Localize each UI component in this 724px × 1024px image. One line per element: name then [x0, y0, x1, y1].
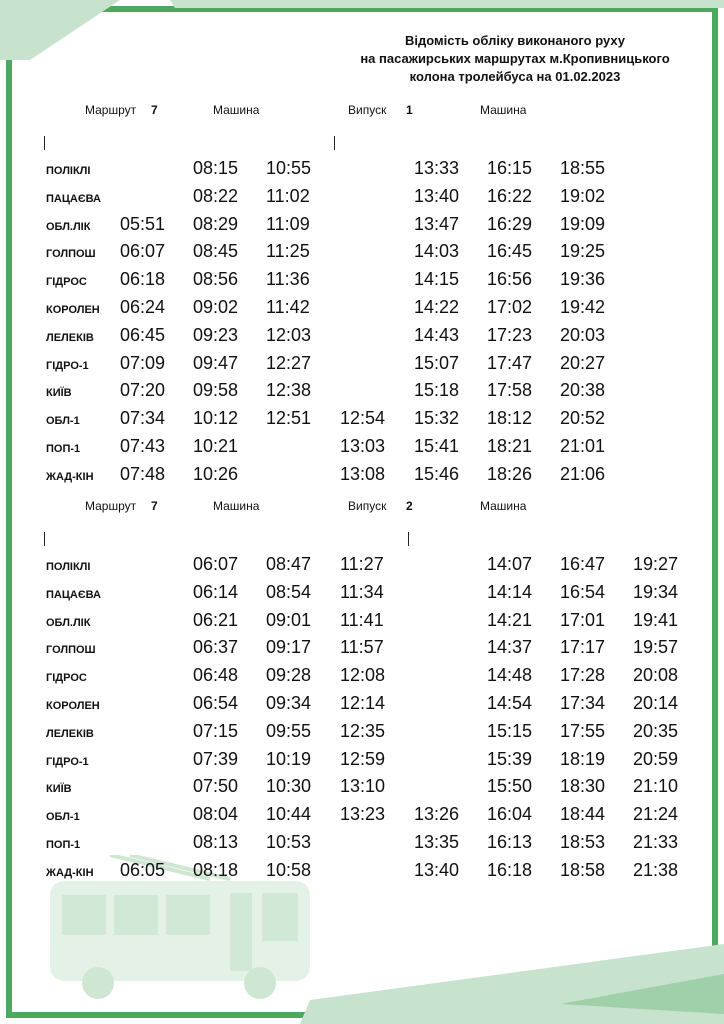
departure-time: 09:01 [266, 609, 312, 630]
departure-time: 16:18 [487, 859, 533, 880]
stop-name: КИЇВ [46, 387, 72, 400]
departure-time: 10:21 [193, 436, 239, 456]
departure-time: 20:14 [633, 693, 679, 713]
departure-time: 18:12 [487, 408, 533, 429]
departure-time: 16:13 [487, 832, 533, 852]
departure-time: 08:29 [193, 213, 239, 234]
departure-time: 16:56 [487, 269, 533, 290]
departure-time: 15:46 [414, 463, 460, 484]
departure-time: 16:47 [560, 554, 606, 574]
departure-time: 20:38 [560, 380, 606, 401]
departure-time: 16:15 [487, 158, 533, 178]
departure-time: 19:09 [560, 213, 606, 234]
departure-time: 16:29 [487, 213, 533, 234]
departure-time: 07:39 [193, 748, 239, 769]
departure-time: 12:03 [266, 324, 312, 345]
stop-name: ГІДРО-1 [46, 755, 89, 768]
departure-time: 19:42 [560, 297, 606, 317]
departure-time: 11:09 [266, 213, 310, 234]
document-title [330, 32, 700, 86]
departure-time: 17:01 [560, 609, 606, 630]
departure-time: 19:57 [633, 637, 679, 658]
departure-time: 13:03 [340, 436, 386, 456]
departure-time: 17:47 [487, 352, 533, 373]
stop-name: ОБЛ.ЛІК [46, 616, 91, 629]
departure-time: 14:03 [414, 241, 460, 262]
departure-time: 21:06 [560, 463, 606, 484]
departure-time: 17:17 [560, 637, 606, 658]
departure-time: 06:45 [120, 324, 166, 345]
departure-time: 09:28 [266, 665, 312, 686]
departure-time: 07:20 [120, 380, 166, 401]
departure-time: 10:58 [266, 859, 312, 880]
stop-name: ЛЕЛЕКІВ [46, 727, 94, 740]
stop-name: ЖАД-КІН [46, 470, 94, 483]
departure-time: 20:03 [560, 324, 606, 345]
departure-time: 08:13 [193, 832, 239, 852]
departure-time: 19:27 [633, 554, 679, 574]
header-route-value: 7 [151, 499, 158, 513]
header-release-label: Випуск [348, 499, 387, 513]
header-route-value: 7 [151, 103, 158, 117]
departure-time: 18:53 [560, 832, 606, 852]
departure-time: 11:36 [266, 269, 310, 290]
departure-time: 21:38 [633, 859, 679, 880]
departure-time: 06:07 [193, 554, 239, 574]
departure-time: 12:27 [266, 352, 312, 373]
departure-time: 12:59 [340, 748, 386, 769]
departure-time: 15:18 [414, 380, 460, 401]
departure-time: 17:34 [560, 693, 606, 713]
stop-name: ГОЛПОШ [46, 248, 96, 261]
stop-name: ЛЕЛЕКІВ [46, 331, 94, 344]
departure-time: 06:54 [193, 693, 239, 713]
departure-time: 16:22 [487, 185, 533, 206]
departure-time: 14:15 [414, 269, 460, 290]
departure-time: 19:25 [560, 241, 606, 262]
departure-time: 09:34 [266, 693, 312, 713]
stop-name: ПАЦАЄВА [46, 192, 101, 205]
departure-time: 19:36 [560, 269, 606, 290]
stop-name: КОРОЛЕН [46, 304, 100, 316]
departure-time: 21:10 [633, 776, 679, 797]
departure-time: 06:24 [120, 297, 166, 317]
stop-name: ОБЛ-1 [46, 811, 80, 824]
departure-time: 18:44 [560, 804, 606, 825]
departure-time: 18:19 [560, 748, 606, 769]
title-line-2: на пасажирських маршрутах м.Кропивницького [360, 51, 670, 66]
departure-time: 15:39 [487, 748, 533, 769]
separator-mark [334, 136, 335, 150]
departure-time: 20:59 [633, 748, 679, 769]
departure-time: 06:07 [120, 241, 166, 262]
departure-time: 10:53 [266, 832, 312, 852]
departure-time: 18:55 [560, 158, 606, 178]
departure-time: 08:22 [193, 185, 239, 206]
stop-name: ЖАД-КІН [46, 866, 94, 879]
departure-time: 13:26 [414, 804, 460, 825]
stop-name: ПОП-1 [46, 443, 81, 455]
departure-time: 17:55 [560, 720, 606, 741]
departure-time: 14:54 [487, 693, 533, 713]
departure-time: 07:50 [193, 776, 239, 797]
header-release-value: 1 [406, 103, 413, 117]
departure-time: 12:38 [266, 380, 312, 401]
departure-time: 10:30 [266, 776, 312, 797]
departure-time: 10:26 [193, 463, 239, 484]
departure-time: 21:24 [633, 804, 679, 825]
header-route-label: Маршрут [85, 103, 137, 117]
departure-time: 13:47 [414, 213, 460, 234]
departure-time: 06:18 [120, 269, 166, 290]
departure-time: 18:26 [487, 463, 533, 484]
departure-time: 15:50 [487, 776, 533, 797]
departure-time: 11:02 [266, 185, 310, 206]
departure-time: 14:14 [487, 581, 533, 602]
departure-time: 13:33 [414, 158, 460, 178]
departure-time: 17:23 [487, 324, 533, 345]
separator-mark [44, 532, 45, 546]
departure-time: 20:35 [633, 720, 679, 741]
departure-time: 10:12 [193, 408, 239, 429]
departure-time: 06:21 [193, 609, 239, 630]
header-machine-label: Машина [213, 103, 260, 117]
departure-time: 18:21 [487, 436, 533, 456]
departure-time: 09:02 [193, 297, 239, 317]
header-machine-label: Машина [213, 499, 260, 513]
departure-time: 06:37 [193, 637, 239, 658]
departure-time: 08:54 [266, 581, 312, 602]
departure-time: 15:41 [414, 436, 460, 456]
departure-time: 12:14 [340, 693, 386, 713]
departure-time: 09:17 [266, 637, 312, 658]
departure-time: 20:27 [560, 352, 606, 373]
departure-time: 17:02 [487, 297, 533, 317]
departure-time: 13:40 [414, 185, 460, 206]
departure-time: 17:58 [487, 380, 533, 401]
departure-time: 14:37 [487, 637, 533, 658]
departure-time: 17:28 [560, 665, 606, 686]
stop-name: ПОП-1 [46, 839, 81, 851]
departure-time: 12:35 [340, 720, 386, 741]
header-machine2-label: Машина [480, 499, 527, 513]
header-route-label: Маршрут [85, 499, 137, 513]
departure-time: 09:58 [193, 380, 239, 401]
departure-time: 07:09 [120, 352, 166, 373]
stop-name: ГІДРОС [46, 276, 87, 289]
departure-time: 16:54 [560, 581, 606, 602]
departure-time: 11:25 [266, 241, 310, 262]
departure-time: 14:21 [487, 609, 533, 630]
departure-time: 15:15 [487, 720, 533, 741]
departure-time: 11:27 [340, 554, 384, 574]
header-release-label: Випуск [348, 103, 387, 117]
departure-time: 15:32 [414, 408, 460, 429]
departure-time: 07:34 [120, 408, 166, 429]
departure-time: 13:35 [414, 832, 460, 852]
departure-time: 08:56 [193, 269, 239, 290]
departure-time: 07:15 [193, 720, 239, 741]
departure-time: 11:41 [340, 609, 384, 630]
departure-time: 08:45 [193, 241, 239, 262]
departure-time: 19:02 [560, 185, 606, 206]
stop-name: ОБЛ.ЛІК [46, 220, 91, 233]
departure-time: 08:04 [193, 804, 239, 825]
departure-time: 09:47 [193, 352, 239, 373]
stop-name: ПОЛІКЛІ [46, 561, 91, 573]
departure-time: 09:55 [266, 720, 312, 741]
departure-time: 12:08 [340, 665, 386, 686]
departure-time: 16:45 [487, 241, 533, 262]
departure-time: 19:41 [633, 609, 679, 630]
separator-mark [408, 532, 409, 546]
departure-time: 11:57 [340, 637, 384, 658]
departure-time: 10:44 [266, 804, 312, 825]
departure-time: 14:43 [414, 324, 460, 345]
departure-time: 09:23 [193, 324, 239, 345]
title-line-3: колона тролейбуса на 01.02.2023 [409, 69, 621, 84]
departure-time: 13:10 [340, 776, 386, 797]
departure-time: 12:54 [340, 408, 386, 429]
departure-time: 18:58 [560, 859, 606, 880]
stop-name: ГІДРОС [46, 672, 87, 685]
stop-name: ГІДРО-1 [46, 359, 89, 372]
stop-name: ПАЦАЄВА [46, 588, 101, 601]
stop-name: КИЇВ [46, 783, 72, 796]
departure-time: 07:48 [120, 463, 166, 484]
departure-time: 08:15 [193, 158, 239, 178]
departure-time: 19:34 [633, 581, 679, 602]
header-machine2-label: Машина [480, 103, 527, 117]
stop-name: ПОЛІКЛІ [46, 165, 91, 177]
stop-name: КОРОЛЕН [46, 700, 100, 712]
departure-time: 08:47 [266, 554, 312, 574]
departure-time: 20:52 [560, 408, 606, 429]
departure-time: 16:04 [487, 804, 533, 825]
departure-time: 13:08 [340, 463, 386, 484]
stop-name: ОБЛ-1 [46, 415, 80, 428]
separator-mark [44, 136, 45, 150]
title-line-1: Відомість обліку виконаного руху [404, 33, 626, 48]
departure-time: 13:40 [414, 859, 460, 880]
departure-time: 15:07 [414, 352, 460, 373]
departure-time: 05:51 [120, 213, 166, 234]
departure-time: 12:51 [266, 408, 312, 429]
departure-time: 10:19 [266, 748, 312, 769]
departure-time: 10:55 [266, 158, 312, 178]
header-release-value: 2 [406, 499, 413, 513]
departure-time: 21:01 [560, 436, 606, 456]
departure-time: 07:43 [120, 436, 166, 456]
departure-time: 14:48 [487, 665, 533, 686]
departure-time: 14:22 [414, 297, 460, 317]
departure-time: 21:33 [633, 832, 679, 852]
departure-time: 13:23 [340, 804, 386, 825]
departure-time: 06:14 [193, 581, 239, 602]
departure-time: 18:30 [560, 776, 606, 797]
stop-name: ГОЛПОШ [46, 644, 96, 657]
departure-time: 08:18 [193, 859, 239, 880]
departure-time: 20:08 [633, 665, 679, 686]
departure-time: 06:48 [193, 665, 239, 686]
departure-time: 14:07 [487, 554, 533, 574]
departure-time: 06:05 [120, 859, 166, 880]
departure-time: 11:34 [340, 581, 384, 602]
departure-time: 11:42 [266, 297, 310, 317]
